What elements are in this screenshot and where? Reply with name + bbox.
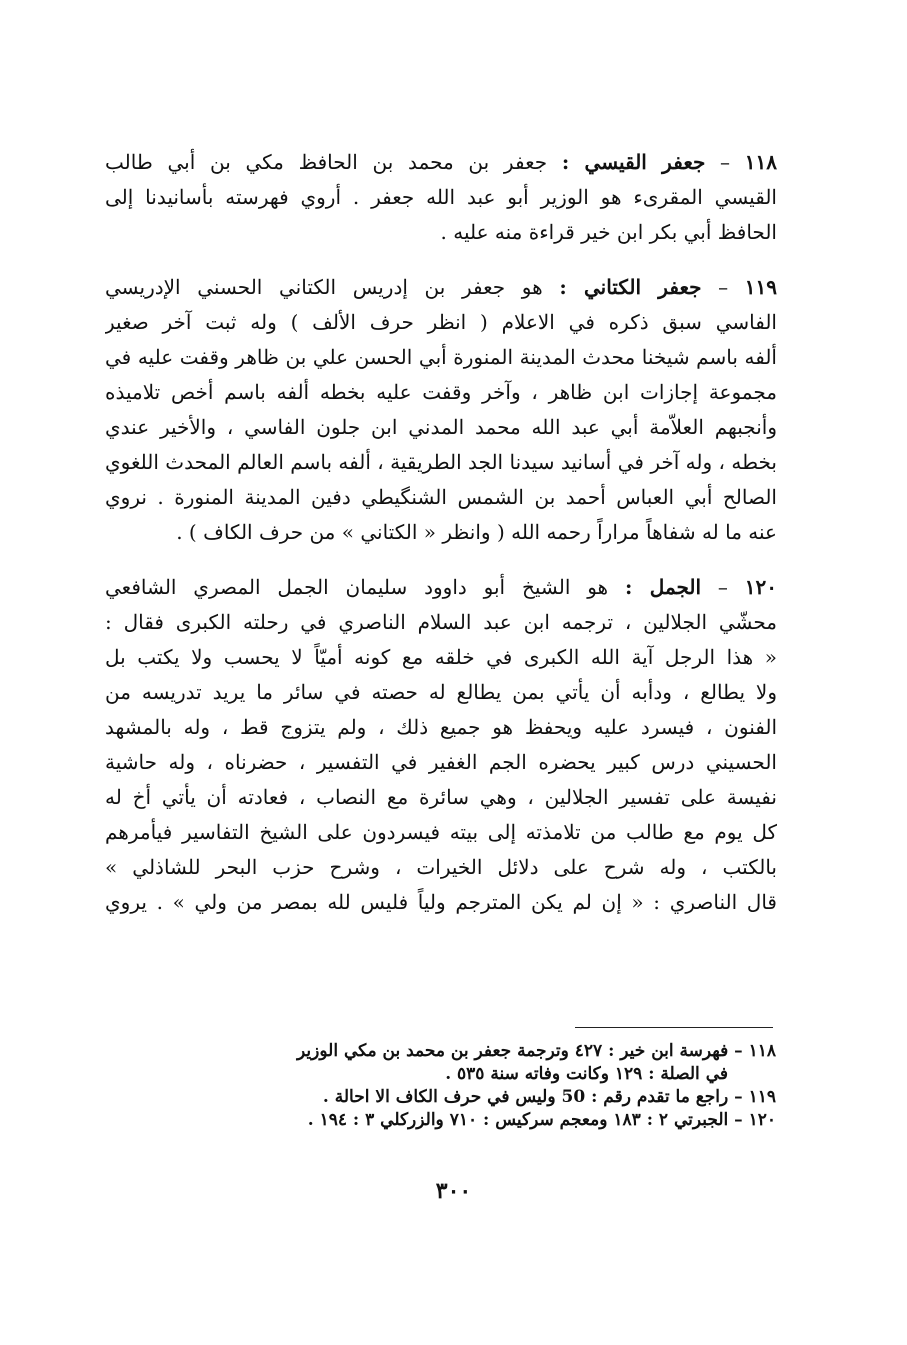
text-line: كل يوم مع طالب من تلامذته إلى بيته فيسردون على الشيخ التفاسير فيأمرهم xyxy=(105,820,777,844)
text-line xyxy=(105,570,777,605)
entry-text: هو جعفر بن إدريس الكتاني الحسني الإدريسي xyxy=(105,275,543,299)
page-number: ٣٠٠ xyxy=(435,1178,472,1204)
text-line: الحسيني درس كبير يحضره الجم الغفير في التفسير ، حضرناه ، وله حاشية xyxy=(105,750,777,774)
footnote-divider xyxy=(575,1027,773,1028)
text-line: الصالح أبي العباس أحمد بن الشمس الشنگيطي دفين المدينة المنورة . نروي xyxy=(105,485,777,509)
entry-119 xyxy=(105,270,777,550)
main-text xyxy=(105,145,777,940)
text-line: الفاسي سبق ذكره في الاعلام ( انظر حرف الألف ) وله ثبت آخر صغير xyxy=(105,310,777,334)
text-line: قال الناصري : « إن لم يكن المترجم ولياً فليس لله بمصر من ولي » . يروي xyxy=(105,890,777,914)
text-line xyxy=(105,270,777,305)
entry-dash: – xyxy=(701,275,745,299)
text-line xyxy=(105,145,777,180)
text-line: الحافظ أبي بكر ابن خير قراءة منه عليه . xyxy=(440,220,777,244)
entry-heading: جعفر الكتاني : xyxy=(559,275,702,299)
text-line: القيسي المقرىء هو الوزير أبو عبد الله جعفر . أروي فهرسته بأسانيدنا إلى xyxy=(105,185,777,209)
text-line: الفنون ، فيسرد عليه ويحفظ هو جميع ذلك ، ولم يتزوج قط ، وله بالمشهد xyxy=(105,715,777,739)
entry-dash: – xyxy=(701,575,745,599)
text-line: عنه ما له شفاهاً مراراً رحمه الله ( وانظر « الكتاني » من حرف الكاف ) . xyxy=(176,520,777,544)
text-line: ألفه باسم شيخنا محدث المدينة المنورة أبي الحسن علي بن ظاهر وقفت عليه في xyxy=(105,345,777,369)
text-line: ولا يطالع ، ودأبه أن يأتي بمن يطالع له حصته في سائر ما يريد تدريسه من xyxy=(105,680,777,704)
footnote-line: ١٢٠ – الجبرتي ٢ : ١٨٣ ومعجم سركيس : ٧١٠ والزركلي ٣ : ١٩٤ . xyxy=(307,1110,776,1130)
entry-heading: الجمل : xyxy=(624,575,702,599)
entry-120 xyxy=(105,570,777,920)
entry-number: ١١٨ xyxy=(744,150,777,174)
text-line: نفيسة على تفسير الجلالين ، وهي سائرة مع النصاب ، فعادته أن يأتي أخ له xyxy=(105,785,777,809)
entry-text: جعفر بن محمد بن الحافظ مكي بن أبي طالب xyxy=(105,150,548,174)
footnote-line: ١١٩ – راجع ما تقدم رقم : 50 وليس في حرف الكاف الا احالة . xyxy=(322,1087,776,1107)
entry-118 xyxy=(105,145,777,250)
text-line: بخطه ، وله آخر في أسانيد سيدنا الجد الطريقية ، ألفه باسم العالم المحدث اللغوي xyxy=(105,450,777,474)
text-line: وأنجبهم العلاّمة أبي عبد الله محمد المدني ابن جلون الفاسي ، والأخير عندي xyxy=(105,415,777,439)
entry-dash: – xyxy=(705,150,745,174)
text-line: محشّي الجلالين ، ترجمه ابن عبد السلام الناصري في رحلته الكبرى فقال : xyxy=(105,610,777,634)
text-line: مجموعة إجازات ابن ظاهر ، وآخر وقفت عليه بخطه ألفه باسم أخص تلاميذه xyxy=(105,380,777,404)
entry-heading: جعفر القيسي : xyxy=(561,150,706,174)
footnote-line: ١١٨ – فهرسة ابن خير : ٤٢٧ وترجمة جعفر بن محمد بن مكي الوزير xyxy=(297,1041,776,1061)
entry-text: هو الشيخ أبو داوود سليمان الجمل المصري الشافعي xyxy=(105,575,609,599)
entry-number: ١١٩ xyxy=(744,275,777,299)
text-line: بالكتب ، وله شرح على دلائل الخيرات ، وشرح حزب البحر للشاذلي » xyxy=(105,855,777,879)
text-line: « هذا الرجل آية الله الكبرى في خلقه مع كونه أميّاً لا يحسب ولا يكتب بل xyxy=(105,645,777,669)
entry-number: ١٢٠ xyxy=(744,575,777,599)
footnotes xyxy=(110,1040,776,1132)
footnote-line: في الصلة : ١٢٩ وكانت وفاته سنة ٥٣٥ . xyxy=(445,1064,728,1084)
